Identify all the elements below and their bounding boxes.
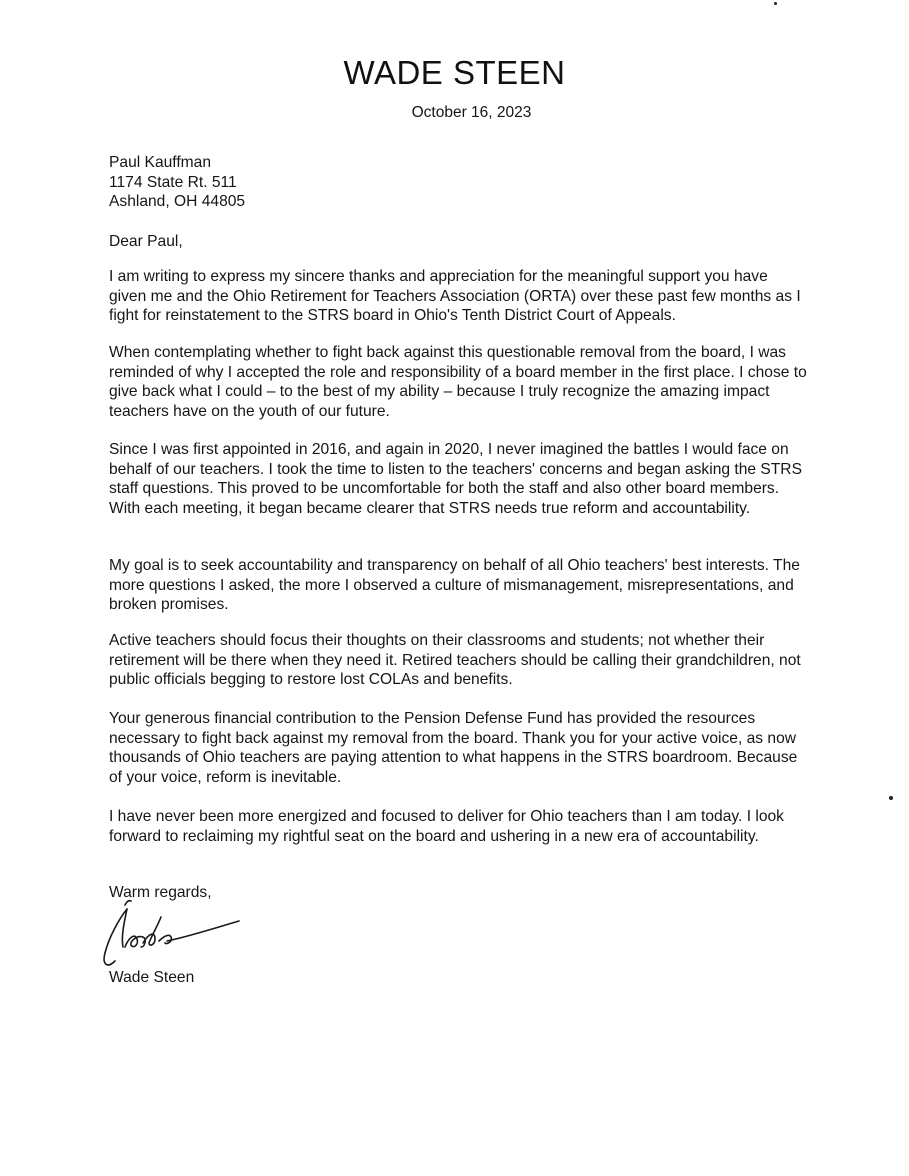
paragraph-7: I have never been more energized and focused to deliver for Ohio teachers than I am today. I look forward to reclaiming my rightful seat on the board and ushering in a new era of accountability. — [109, 808, 784, 845]
recipient-address — [109, 153, 809, 212]
handwritten-signature-icon — [97, 897, 257, 972]
scan-speck — [889, 796, 893, 800]
closing: Warm regards, — [109, 884, 212, 901]
signer-name: Wade Steen — [109, 969, 195, 986]
paragraph-2: When contemplating whether to fight back against this questionable removal from the board, I was reminded of why I accepted the role and responsibility of a board member in the first place. I chose to give back what I could – to the best of my ability – because I truly recognize the amazing impact teachers have on the youth of our future. — [109, 344, 807, 420]
paragraph-4: My goal is to seek accountability and transparency on behalf of all Ohio teachers' best interests. The more questions I asked, the more I observed a culture of mismanagement, misrepresentations, and broken promises. — [109, 557, 800, 613]
recipient-street: 1174 State Rt. 511 — [109, 173, 237, 191]
paragraph-6: Your generous financial contribution to the Pension Defense Fund has provided the resources necessary to fight back against my removal from the board. Thank you for your active voice, as now thousands of Ohio teachers are paying attention to what happens in the STRS boardroom. Because of your voice, reform is inevitable. — [109, 710, 798, 786]
paragraph-3: Since I was first appointed in 2016, and again in 2020, I never imagined the battles I would face on behalf of our teachers. I took the time to listen to the teachers' concerns and began asking the STRS staff questions. This proved to be uncomfortable for both the staff and also other board members. With each meeting, it began became clearer that STRS needs true reform and accountability. — [109, 441, 802, 517]
salutation: Dear Paul, — [109, 233, 183, 250]
letterhead-name: WADE STEEN — [343, 54, 566, 91]
recipient-name: Paul Kauffman — [109, 154, 212, 171]
letter-date: October 16, 2023 — [411, 104, 532, 121]
scan-speck — [774, 2, 777, 5]
recipient-city-state-zip: Ashland, OH 44805 — [109, 193, 246, 210]
paragraph-5: Active teachers should focus their thoughts on their classrooms and students; not whether their retirement will be there when they need it. Retired teachers should be calling their grandchildren, not public officials begging to restore lost COLAs and benefits. — [109, 632, 801, 688]
paragraph-1: I am writing to express my sincere thanks and appreciation for the meaningful support you have given me and the Ohio Retirement for Teachers Association (ORTA) over these past few months as I fight for reinstatement to the STRS board in Ohio's Tenth District Court of Appeals. — [109, 268, 801, 324]
